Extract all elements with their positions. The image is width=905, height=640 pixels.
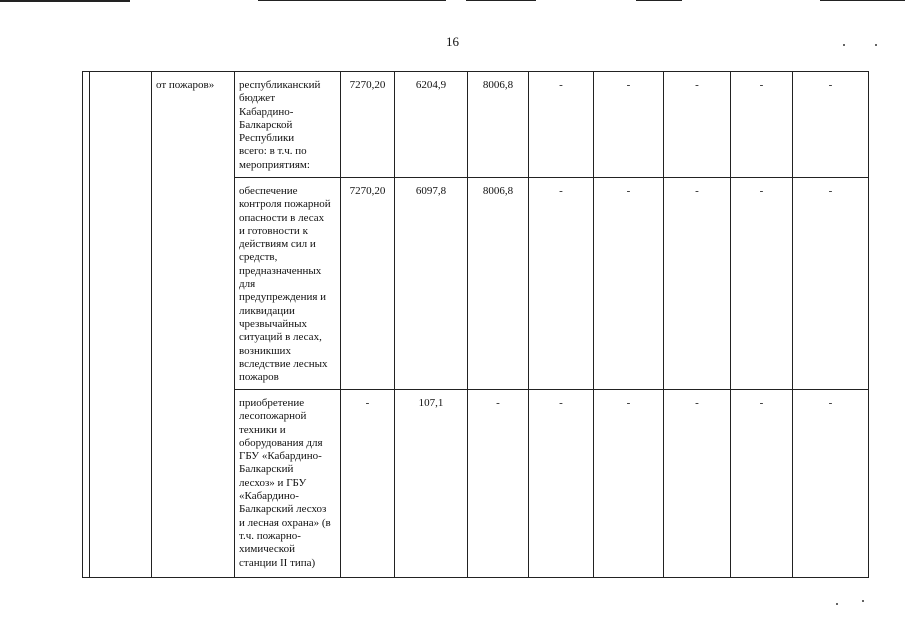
value-cell: 6204,9 (395, 72, 468, 178)
value-cell: 6097,8 (395, 178, 468, 390)
value-cell: - (664, 390, 731, 578)
value-cell: - (664, 178, 731, 390)
value-cell: - (793, 178, 869, 390)
scan-speck (862, 600, 864, 602)
value-cell: - (731, 390, 793, 578)
value-cell: - (793, 72, 869, 178)
scan-artifact-line (820, 0, 905, 1)
value-cell: 107,1 (395, 390, 468, 578)
value-cell: - (731, 72, 793, 178)
program-name-cell: от пожаров» (152, 72, 235, 578)
value-cell: - (594, 390, 664, 578)
value-cell: - (664, 72, 731, 178)
value-cell: - (529, 178, 594, 390)
table-row (83, 72, 869, 178)
empty-column-cell (83, 72, 90, 578)
value-cell: - (731, 178, 793, 390)
empty-column-cell (90, 72, 152, 578)
value-cell: 8006,8 (468, 178, 529, 390)
scan-artifact-line (0, 0, 130, 2)
scan-artifact-line (258, 0, 446, 1)
value-cell: - (529, 390, 594, 578)
scan-artifact-line (466, 0, 536, 1)
value-cell: - (793, 390, 869, 578)
value-cell: - (341, 390, 395, 578)
value-cell: - (468, 390, 529, 578)
scan-speck (836, 603, 838, 605)
description-cell: обеспечение контроля пожарной опасности в лесах и готовности к действиям сил и средств, предназначенных для предупреждения и ликвидации чрезвычайных ситуаций в лесах, возникших вследствие лесных пожаров (235, 178, 341, 390)
page-number: 16 (446, 34, 459, 49)
value-cell: 7270,20 (341, 178, 395, 390)
value-cell: - (594, 178, 664, 390)
value-cell: 8006,8 (468, 72, 529, 178)
value-cell: - (594, 72, 664, 178)
scan-artifact-line (636, 0, 682, 1)
program-funding-table (82, 71, 869, 578)
value-cell: 7270,20 (341, 72, 395, 178)
description-cell: республиканский бюджет Кабардино- Балкарской Республики всего: в т.ч. по мероприятиям: (235, 72, 341, 178)
value-cell: - (529, 72, 594, 178)
description-cell: приобретение лесопожарной техники и оборудования для ГБУ «Кабардино- Балкарский лесхоз» и ГБУ «Кабардино- Балкарский лесхоз и лесная охрана» (в т.ч. пожарно- химической станции II типа) (235, 390, 341, 578)
